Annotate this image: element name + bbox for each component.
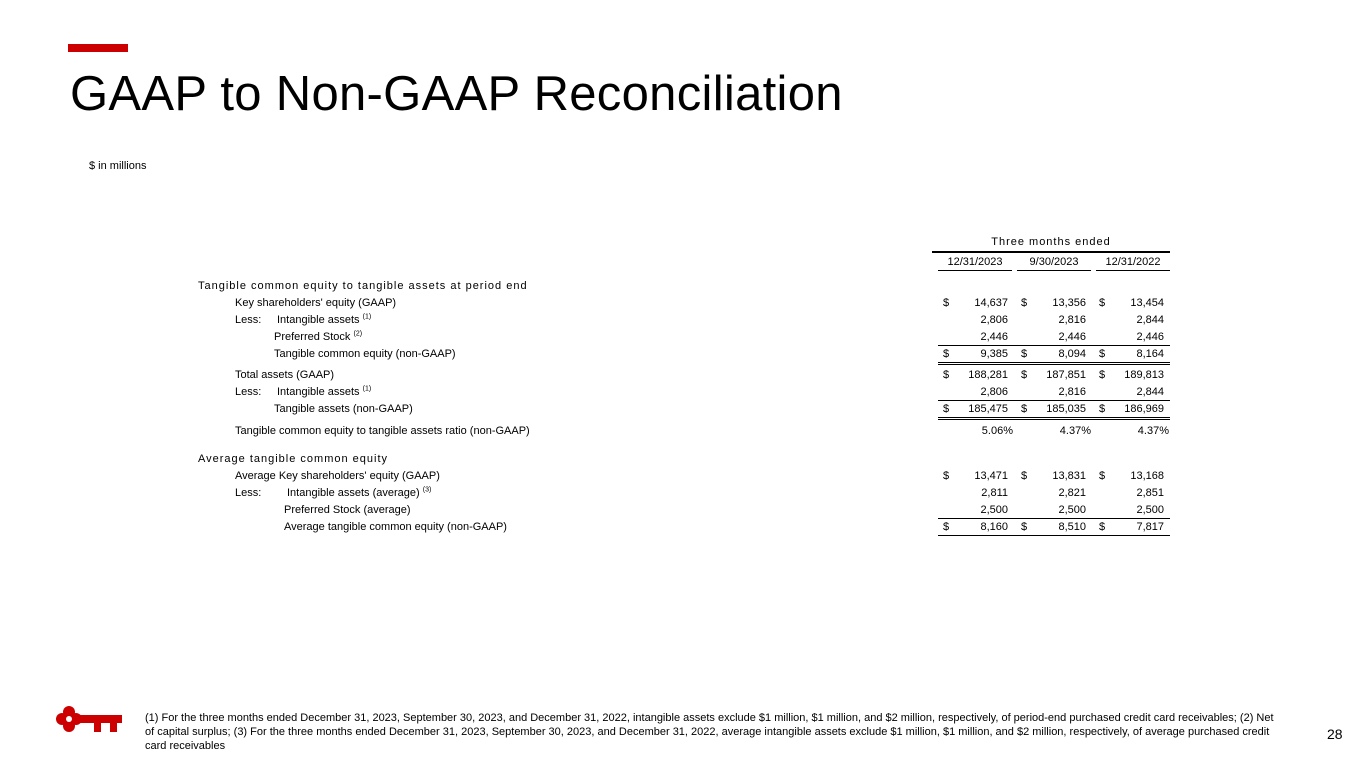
currency-symbol: $: [1021, 521, 1028, 533]
cell-value: 2,500: [980, 504, 1008, 516]
cell-value: 13,831: [1052, 470, 1086, 482]
currency-symbol: $: [943, 348, 950, 360]
section-heading-row: [0, 278, 1365, 295]
currency-symbol: $: [1099, 521, 1106, 533]
table-row: [0, 519, 1365, 536]
cell-value: 2,446: [1136, 331, 1164, 343]
currency-symbol: $: [1021, 348, 1028, 360]
row-label: Preferred Stock $^{(2)}$: [274, 330, 363, 343]
cell-value: 13,454: [1130, 297, 1164, 309]
cell-value: 8,164: [1136, 348, 1164, 360]
table-row: [0, 312, 1365, 329]
cell-value: 5.06%: [981, 425, 1013, 437]
currency-symbol: $: [1021, 403, 1028, 415]
currency-symbol: $: [943, 521, 950, 533]
cell-value: 2,851: [1136, 487, 1164, 499]
section-title: Average tangible common equity: [198, 453, 389, 465]
cell-value: 2,500: [1058, 504, 1086, 516]
column-header-rule: [1017, 270, 1091, 271]
currency-symbol: $: [1021, 369, 1028, 381]
row-label: Tangible common equity to tangible assets ratio (non-GAAP): [235, 425, 530, 437]
currency-symbol: $: [1021, 470, 1028, 482]
cell-value: 185,035: [1046, 403, 1086, 415]
cell-value: 8,094: [1058, 348, 1086, 360]
total-double-rule: [938, 417, 1170, 420]
column-header-rule: [1096, 270, 1170, 271]
cell-value: 4.37%: [1059, 425, 1091, 437]
less-label: Less:: [235, 314, 262, 326]
table-row: [0, 502, 1365, 519]
currency-symbol: $: [943, 403, 950, 415]
cell-value: 2,446: [980, 331, 1008, 343]
footnote-ref: (1): [362, 385, 372, 393]
total-rule: [938, 535, 1170, 536]
cell-value: 2,844: [1136, 386, 1164, 398]
section-title: Tangible common equity to tangible assets at period end: [198, 280, 528, 292]
footnote-ref: (3): [422, 486, 432, 494]
units-note: $ in millions: [89, 160, 147, 172]
currency-symbol: $: [1099, 297, 1106, 309]
currency-symbol: $: [943, 369, 950, 381]
table-row: [0, 468, 1365, 485]
less-label: Less:: [235, 487, 262, 499]
table-row: [0, 384, 1365, 401]
column-header-rule: [938, 270, 1012, 271]
cell-value: 187,851: [1046, 369, 1086, 381]
currency-symbol: $: [1021, 297, 1028, 309]
cell-value: 2,844: [1136, 314, 1164, 326]
cell-value: 2,446: [1058, 331, 1086, 343]
row-label: Average Key shareholders' equity (GAAP): [235, 470, 440, 482]
row-label: Total assets (GAAP): [235, 369, 335, 381]
currency-symbol: $: [1099, 470, 1106, 482]
currency-symbol: $: [1099, 369, 1106, 381]
column-header: 12/31/2022: [1105, 256, 1161, 268]
cell-value: 2,806: [980, 314, 1008, 326]
cell-value: 13,471: [974, 470, 1008, 482]
page-title: GAAP to Non-GAAP Reconciliation: [70, 67, 843, 121]
cell-value: 2,806: [980, 386, 1008, 398]
table-row: [0, 329, 1365, 346]
cell-value: 13,168: [1130, 470, 1164, 482]
cell-value: 189,813: [1124, 369, 1164, 381]
column-header: 9/30/2023: [1029, 256, 1079, 268]
page-number: 28: [1327, 726, 1343, 742]
title-accent-bar: [68, 44, 128, 52]
header-rule: [932, 251, 1170, 253]
cell-value: 2,816: [1058, 314, 1086, 326]
cell-value: 186,969: [1124, 403, 1164, 415]
cell-value: 185,475: [968, 403, 1008, 415]
cell-value: 9,385: [980, 348, 1008, 360]
row-label: Tangible common equity (non-GAAP): [274, 348, 456, 360]
row-label: Tangible assets (non-GAAP): [274, 403, 413, 415]
cell-value: 2,811: [981, 487, 1008, 499]
row-label: Preferred Stock (average): [284, 504, 411, 516]
row-label: Key shareholders' equity (GAAP): [235, 297, 397, 309]
section-heading-row: [0, 451, 1365, 468]
currency-symbol: $: [943, 297, 950, 309]
table-row: [0, 346, 1365, 363]
row-label: Intangible assets (average) $^{(3)}$: [287, 486, 432, 499]
key-logo-icon: [56, 704, 124, 734]
footnote-ref: (2): [353, 330, 363, 338]
cell-value: 4.37%: [1137, 425, 1169, 437]
cell-value: 13,356: [1052, 297, 1086, 309]
cell-value: 7,817: [1136, 521, 1164, 533]
cell-value: 8,160: [980, 521, 1008, 533]
total-double-rule: [938, 362, 1170, 365]
cell-value: 14,637: [974, 297, 1008, 309]
less-label: Less:: [235, 386, 262, 398]
currency-symbol: $: [1099, 348, 1106, 360]
row-label: Intangible assets $^{(1)}$: [277, 313, 372, 326]
column-header: 12/31/2023: [947, 256, 1003, 268]
table-row: [0, 295, 1365, 312]
cell-value: 188,281: [968, 369, 1008, 381]
cell-value: 2,821: [1058, 487, 1086, 499]
cell-value: 2,500: [1136, 504, 1164, 516]
row-label: Intangible assets $^{(1)}$: [277, 385, 372, 398]
cell-value: 2,816: [1058, 386, 1086, 398]
cell-value: 8,510: [1058, 521, 1086, 533]
currency-symbol: $: [1099, 403, 1106, 415]
table-row: [0, 367, 1365, 384]
table-row: [0, 401, 1365, 418]
period-group-header: Three months ended: [991, 236, 1111, 248]
table-row: [0, 485, 1365, 502]
footnote-ref: (1): [362, 313, 372, 321]
currency-symbol: $: [943, 470, 950, 482]
footnote-text: (1) For the three months ended December 31, 2023, September 30, 2023, and December 31, 2022, intangible assets exclude $1 million, $1 million, and $2 million, respectively, of period-end purchased credit card receivables; (2) Net of capital surplus; (3) For the three months ended December 31, 2023, September 30, 2023, and December 31, 2022, average intangible assets exclude $1 million, $1 million, and $2 million, respectively, of average purchased credit card receivables: [145, 712, 1274, 752]
row-label: Average tangible common equity (non-GAAP): [284, 521, 507, 533]
table-row: [0, 423, 1365, 440]
